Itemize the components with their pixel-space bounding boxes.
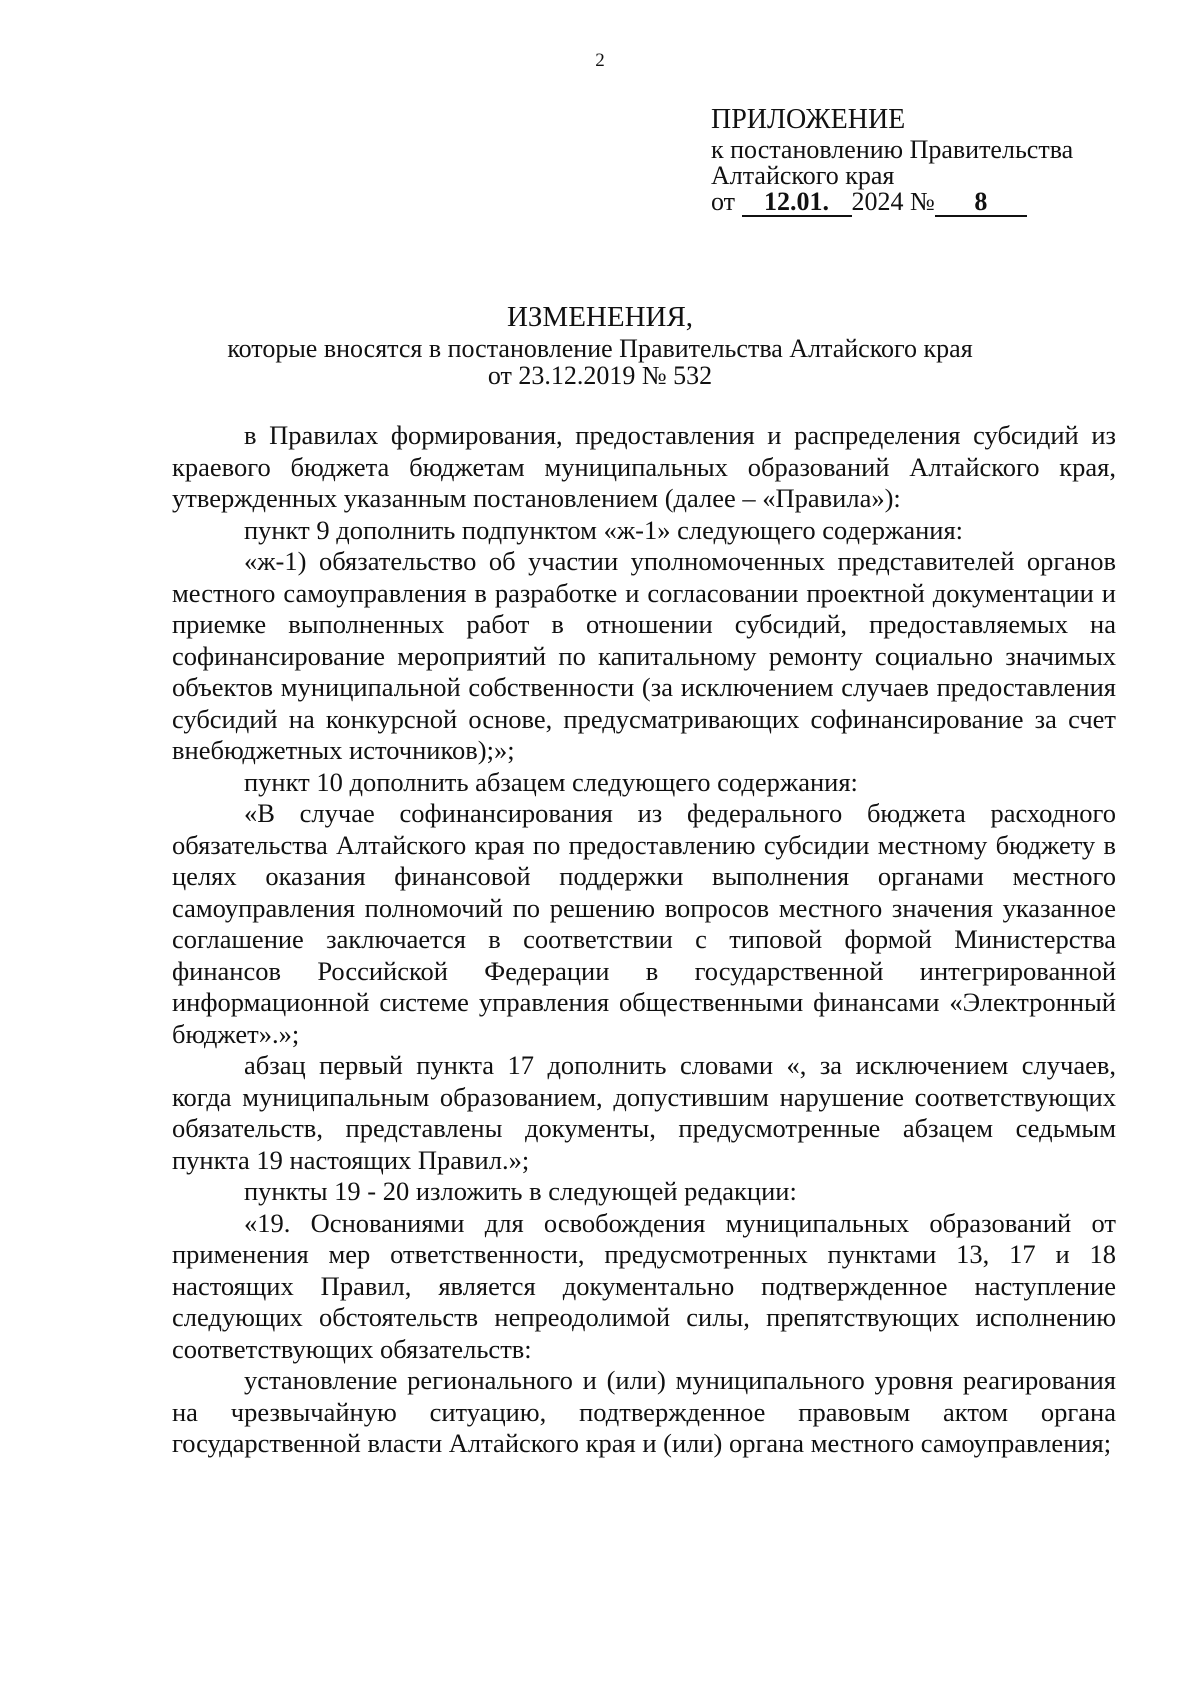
appendix-year: 2024 №	[851, 187, 935, 216]
document-body	[172, 420, 1116, 1460]
appendix-date-value: 12.01.	[742, 189, 852, 217]
heading-line-1: которые вносятся в постановление Правительства Алтайского края	[227, 334, 973, 363]
paragraph: пункт 9 дополнить подпунктом «ж-1» следующего содержания:	[244, 514, 963, 545]
paragraph: пункт 10 дополнить абзацем следующего содержания:	[244, 766, 858, 797]
heading-title: ИЗМЕНЕНИЯ,	[506, 301, 694, 333]
appendix-block	[711, 103, 1073, 217]
paragraph: «ж-1) обязательство об участии уполномоченных представителей органов местного самоуправления в разработке и согласовании проектной документации и приемке выполненных работ в отношении субсидий, предоставляемых на софинансирование мероприятий по капитальному ремонту социально значимых объектов муниципальной собственности (за исключением случаев предоставления субсидий на конкурсной основе, предусматривающих софинансирование за счет внебюджетных источников);»;	[172, 546, 1116, 765]
appendix-date-line	[711, 189, 1073, 217]
appendix-title: ПРИЛОЖЕНИЕ	[711, 104, 906, 135]
appendix-number: 8	[935, 189, 1027, 217]
document-heading	[0, 300, 1200, 389]
paragraph: установление регионального и (или) муниципального уровня реагирования на чрезвычайную ситуацию, подтвержденное правовым актом органа государственной власти Алтайского края и (или) органа местного самоуправления;	[172, 1365, 1116, 1458]
page-number: 2	[595, 50, 605, 71]
heading-line-2: от 23.12.2019 № 532	[487, 361, 713, 390]
paragraph: «19. Основаниями для освобождения муниципальных образований от применения мер ответственности, предусмотренных пунктами 13, 17 и 18 настоящих Правил, является документально подтвержденное наступление следующих обстоятельств непреодолимой силы, препятствующих исполнению соответствующих обязательств:	[172, 1207, 1116, 1364]
paragraph: «В случае софинансирования из федерального бюджета расходного обязательства Алтайского края по предоставлению субсидии местному бюджету в целях оказания финансовой поддержки выполнения органами местного самоуправления полномочий по решению вопросов местного значения указанное соглашение заключается в соответствии с типовой формой Министерства финансов Российской Федерации в государственной интегрированной информационной системе управления общественными финансами «Электронный бюджет».»;	[172, 798, 1116, 1049]
paragraph: в Правилах формирования, предоставления и распределения субсидий из краевого бюджета бюджетам муниципальных образований Алтайского края, утвержденных указанным постановлением (далее – «Правила»):	[172, 420, 1116, 513]
appendix-line-1: к постановлению Правительства	[711, 135, 1074, 164]
paragraph: абзац первый пункта 17 дополнить словами «, за исключением случаев, когда муниципальным образованием, допустившим нарушение соответствующих обязательств, представлены документы, предусмотренные абзацем седьмым пункта 19 настоящих Правил.»;	[172, 1050, 1116, 1175]
appendix-date-prefix: от	[711, 187, 736, 216]
appendix-line-2: Алтайского края	[711, 161, 895, 190]
paragraph: пункты 19 - 20 изложить в следующей редакции:	[244, 1176, 797, 1206]
